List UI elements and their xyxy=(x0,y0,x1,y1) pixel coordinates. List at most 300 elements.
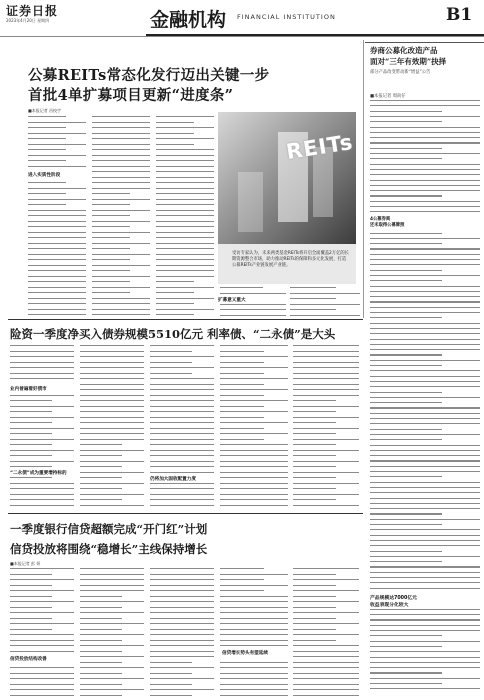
text-line xyxy=(220,309,286,310)
text-line xyxy=(80,477,122,478)
text-line xyxy=(370,381,480,382)
text-line xyxy=(156,155,214,156)
text-line xyxy=(92,314,150,315)
text-line xyxy=(92,160,150,161)
text-line xyxy=(150,656,214,657)
text-line xyxy=(220,400,288,401)
text-line xyxy=(10,590,74,591)
text-line xyxy=(370,402,442,403)
text-line xyxy=(220,590,264,591)
text-line xyxy=(370,529,480,530)
text-line xyxy=(150,461,214,462)
text-line xyxy=(10,494,74,495)
text-line xyxy=(370,132,480,133)
text-line xyxy=(92,171,150,172)
text-line xyxy=(220,395,264,396)
text-line xyxy=(370,254,480,255)
text-line xyxy=(156,248,214,249)
text-line xyxy=(370,450,480,451)
text-line xyxy=(220,472,288,473)
text-line xyxy=(92,221,150,222)
text-line xyxy=(370,148,442,149)
section-title: 金融机构 xyxy=(150,9,227,31)
text-line xyxy=(10,645,74,646)
text-line xyxy=(150,684,192,685)
text-line xyxy=(370,508,480,509)
text-line xyxy=(370,158,442,159)
text-line xyxy=(290,315,360,316)
text-line xyxy=(28,281,86,282)
text-line xyxy=(10,411,52,412)
section-title-en: FINANCIAL INSTITUTION xyxy=(237,13,336,21)
text-line xyxy=(92,127,150,128)
text-line xyxy=(290,304,360,305)
text-line xyxy=(80,684,122,685)
text-line xyxy=(150,367,214,368)
text-line xyxy=(10,640,74,641)
text-line xyxy=(150,662,192,663)
text-line xyxy=(370,577,480,578)
text-line xyxy=(156,265,214,266)
text-line xyxy=(10,607,52,608)
text-line xyxy=(92,265,150,266)
text-line xyxy=(10,629,52,630)
text-line xyxy=(370,524,442,525)
text-line xyxy=(220,406,264,407)
text-line xyxy=(80,400,144,401)
text-line xyxy=(370,635,442,636)
text-line xyxy=(370,174,480,175)
text-line xyxy=(150,488,214,489)
text-line xyxy=(370,588,480,589)
text-line xyxy=(28,243,86,244)
main-subhead-2: 扩募意义重大 xyxy=(218,298,246,303)
text-line xyxy=(370,328,480,329)
text-line xyxy=(293,351,359,352)
text-line xyxy=(220,417,264,418)
text-line xyxy=(293,640,336,641)
sidebar-headline-1: 券商公募化改造产品 xyxy=(370,46,438,55)
text-line xyxy=(370,519,480,520)
text-line xyxy=(293,499,336,500)
text-line xyxy=(370,614,480,615)
text-line xyxy=(293,601,359,602)
main-byline: ■本报记者 昌校宇 xyxy=(28,108,62,113)
text-line xyxy=(370,646,442,647)
text-line xyxy=(28,298,86,299)
text-line xyxy=(10,596,52,597)
text-line xyxy=(10,623,74,624)
text-line xyxy=(370,551,442,552)
text-line xyxy=(92,281,130,282)
text-line xyxy=(156,287,214,288)
text-line xyxy=(370,169,480,170)
text-line xyxy=(293,477,336,478)
text-line xyxy=(92,149,150,150)
text-line xyxy=(80,574,144,575)
text-line xyxy=(220,623,288,624)
text-line xyxy=(80,422,144,423)
text-line xyxy=(92,243,150,244)
text-line xyxy=(10,651,74,652)
text-line xyxy=(290,298,336,299)
text-line xyxy=(220,477,288,478)
sidebar-subtitle: 部分产品改变带动新“增益”公告 xyxy=(370,70,431,75)
text-line xyxy=(28,276,86,277)
text-line xyxy=(92,155,150,156)
text-line xyxy=(28,237,86,238)
text-line xyxy=(220,384,264,385)
text-line xyxy=(92,270,130,271)
text-line xyxy=(10,695,74,696)
text-line xyxy=(150,601,214,602)
text-line xyxy=(370,370,480,371)
text-line xyxy=(156,298,214,299)
text-line xyxy=(370,190,480,191)
text-line xyxy=(293,623,359,624)
text-line xyxy=(156,127,214,128)
text-line xyxy=(28,309,86,310)
text-line xyxy=(92,237,130,238)
text-line xyxy=(293,629,336,630)
text-line xyxy=(28,248,86,249)
text-line xyxy=(293,367,359,368)
text-line xyxy=(28,254,86,255)
text-line xyxy=(370,238,480,239)
text-line xyxy=(220,287,263,288)
text-line xyxy=(370,429,442,430)
text-line xyxy=(220,362,264,363)
text-line xyxy=(10,499,74,500)
text-line xyxy=(150,345,214,346)
text-line xyxy=(220,450,288,451)
text-line xyxy=(370,513,442,514)
text-line xyxy=(10,461,74,462)
text-line xyxy=(10,422,52,423)
reits-image-text: REITs xyxy=(284,129,355,165)
text-line xyxy=(293,455,336,456)
text-line xyxy=(293,673,359,674)
text-line xyxy=(10,585,52,586)
text-line xyxy=(28,182,66,183)
text-line xyxy=(150,640,214,641)
text-line xyxy=(150,428,214,429)
text-line xyxy=(370,344,480,345)
text-line xyxy=(10,406,74,407)
text-line xyxy=(80,444,122,445)
text-line xyxy=(370,672,442,673)
text-line xyxy=(80,488,122,489)
text-line xyxy=(80,417,144,418)
text-line xyxy=(80,645,144,646)
text-line xyxy=(156,138,214,139)
story-2-headline: 险资一季度净买入债券规模5510亿元 利率债、“二永债”是大头 xyxy=(10,327,336,341)
text-line xyxy=(220,356,288,357)
text-line xyxy=(370,392,442,393)
text-line xyxy=(370,662,480,663)
text-line xyxy=(92,309,150,310)
text-line xyxy=(150,450,214,451)
text-line xyxy=(80,662,122,663)
text-line xyxy=(370,264,480,265)
text-line xyxy=(80,395,144,396)
text-line xyxy=(150,494,214,495)
text-line xyxy=(28,270,86,271)
text-line xyxy=(370,619,480,620)
text-line xyxy=(150,612,214,613)
text-line xyxy=(150,483,214,484)
text-line xyxy=(370,476,442,477)
text-line xyxy=(10,678,74,679)
sidebar-byline: ■本报记者 周尚仔 xyxy=(370,94,406,99)
text-line xyxy=(10,483,74,484)
text-line xyxy=(28,138,66,139)
text-line xyxy=(370,270,442,271)
text-line xyxy=(156,276,214,277)
text-line xyxy=(370,142,480,143)
text-line xyxy=(370,445,480,446)
text-line xyxy=(220,422,288,423)
text-line xyxy=(220,662,288,663)
text-line xyxy=(156,303,194,304)
text-line xyxy=(80,367,144,368)
text-line xyxy=(10,444,52,445)
text-line xyxy=(156,314,194,315)
text-line xyxy=(220,629,288,630)
text-line xyxy=(293,651,359,652)
text-line xyxy=(220,585,288,586)
text-line xyxy=(80,618,122,619)
text-line xyxy=(370,360,480,361)
text-line xyxy=(220,428,264,429)
story-3-byline: ■本报记者 彭 妍 xyxy=(10,561,41,566)
text-line xyxy=(220,645,288,646)
text-line xyxy=(293,667,359,668)
text-line xyxy=(370,688,480,689)
text-line xyxy=(220,568,264,569)
text-line xyxy=(293,585,336,586)
text-line xyxy=(370,561,442,562)
text-line xyxy=(80,384,144,385)
text-line xyxy=(220,483,288,484)
text-line xyxy=(220,466,288,467)
text-line xyxy=(220,367,288,368)
text-line xyxy=(150,433,214,434)
text-line xyxy=(220,634,288,635)
text-line xyxy=(150,411,214,412)
text-line xyxy=(156,166,214,167)
text-line xyxy=(156,204,214,205)
text-line xyxy=(92,166,150,167)
text-line xyxy=(156,221,214,222)
text-line xyxy=(80,356,144,357)
text-line xyxy=(28,232,86,233)
text-line xyxy=(156,116,214,117)
text-line xyxy=(156,237,214,238)
text-line xyxy=(293,574,336,575)
text-line xyxy=(92,188,150,189)
text-line xyxy=(10,477,52,478)
text-line xyxy=(92,133,150,134)
text-line xyxy=(10,574,52,575)
sidebar-headline-4: 收益表现分化较大 xyxy=(370,603,409,608)
text-line xyxy=(150,455,214,456)
header-thin-rule xyxy=(0,36,484,37)
text-line xyxy=(220,488,288,489)
text-line xyxy=(370,233,442,234)
text-line xyxy=(293,684,359,685)
text-line xyxy=(28,303,86,304)
text-line xyxy=(10,428,74,429)
text-line xyxy=(10,601,74,602)
text-line xyxy=(220,455,288,456)
text-line xyxy=(156,188,214,189)
text-line xyxy=(28,210,86,211)
text-line xyxy=(293,678,359,679)
text-line xyxy=(370,492,480,493)
text-line xyxy=(220,461,288,462)
text-line xyxy=(28,287,86,288)
sidebar-headline-3: 产品规模达7000亿元 xyxy=(370,596,417,601)
text-line xyxy=(293,378,359,379)
main-headline-line-2: 首批4单扩募项目更新“进度条” xyxy=(28,87,234,104)
text-line xyxy=(80,351,144,352)
text-line xyxy=(370,651,480,652)
text-line xyxy=(370,153,480,154)
text-line xyxy=(10,684,74,685)
text-line xyxy=(150,499,214,500)
text-line xyxy=(370,625,480,626)
sidebar-top-rule xyxy=(365,42,484,43)
newspaper-logo: 证券日报 xyxy=(6,4,59,18)
text-line xyxy=(28,149,66,150)
text-line xyxy=(28,122,86,123)
text-line xyxy=(370,678,480,679)
text-line xyxy=(10,450,74,451)
text-line xyxy=(10,439,74,440)
text-line xyxy=(80,695,122,696)
text-line xyxy=(370,201,480,202)
text-line xyxy=(150,351,192,352)
text-line xyxy=(10,351,74,352)
text-line xyxy=(80,612,144,613)
text-line xyxy=(220,618,288,619)
text-line xyxy=(370,137,480,138)
text-line xyxy=(150,406,214,407)
text-line xyxy=(220,373,264,374)
text-line xyxy=(10,612,74,613)
text-line xyxy=(293,444,336,445)
text-line xyxy=(293,695,359,696)
text-line xyxy=(80,505,144,506)
story-3-top-rule xyxy=(8,513,363,514)
text-line xyxy=(150,596,214,597)
text-line xyxy=(293,568,359,569)
text-line xyxy=(156,133,194,134)
text-line xyxy=(92,122,150,123)
story-2-subhead-3: 仍将加大固收配置力度 xyxy=(150,477,196,482)
text-line xyxy=(370,339,480,340)
text-line xyxy=(28,155,86,156)
text-line xyxy=(80,568,144,569)
text-line xyxy=(80,428,144,429)
text-line xyxy=(220,667,288,668)
text-line xyxy=(10,579,74,580)
text-line xyxy=(370,434,480,435)
text-line xyxy=(92,182,150,183)
text-line xyxy=(156,182,214,183)
text-line xyxy=(370,418,480,419)
text-line xyxy=(370,667,480,668)
text-line xyxy=(293,422,336,423)
text-line xyxy=(10,634,74,635)
text-line xyxy=(293,505,359,506)
text-line xyxy=(156,270,214,271)
text-line xyxy=(80,667,144,668)
text-line xyxy=(293,579,359,580)
text-line xyxy=(370,535,480,536)
text-line xyxy=(220,411,288,412)
text-line xyxy=(293,618,336,619)
text-line xyxy=(80,673,122,674)
text-line xyxy=(92,210,150,211)
text-line xyxy=(370,291,480,292)
text-line xyxy=(28,226,86,227)
main-subhead-1: 进入实质性阶段 xyxy=(28,173,61,178)
text-line xyxy=(370,455,480,456)
text-line xyxy=(150,356,214,357)
story-2-subhead-2: “二永债”成为重要增持标的 xyxy=(10,471,67,476)
text-line xyxy=(370,180,480,181)
text-line xyxy=(150,618,214,619)
text-line xyxy=(150,689,214,690)
text-line xyxy=(293,356,359,357)
text-line xyxy=(370,317,442,318)
text-line xyxy=(293,400,336,401)
story-2-subhead-1: 业内普遍看好债市 xyxy=(10,387,47,392)
text-line xyxy=(370,275,480,276)
text-line xyxy=(92,259,130,260)
text-line xyxy=(370,280,442,281)
text-line xyxy=(80,362,144,363)
text-line xyxy=(370,407,480,408)
text-line xyxy=(156,292,194,293)
text-line xyxy=(293,373,359,374)
text-line xyxy=(290,309,336,310)
text-line xyxy=(370,556,480,557)
text-line xyxy=(150,362,192,363)
text-line xyxy=(220,304,286,305)
text-line xyxy=(370,206,480,207)
text-line xyxy=(28,221,86,222)
text-line xyxy=(150,472,214,473)
text-line xyxy=(28,133,86,134)
text-line xyxy=(80,640,122,641)
text-line xyxy=(220,494,288,495)
text-line xyxy=(150,651,214,652)
text-line xyxy=(370,333,480,334)
text-line xyxy=(220,596,288,597)
text-line xyxy=(370,243,442,244)
text-line xyxy=(370,498,480,499)
text-line xyxy=(80,411,144,412)
text-line xyxy=(10,373,74,374)
text-line xyxy=(156,171,214,172)
text-line xyxy=(293,450,359,451)
text-line xyxy=(293,461,359,462)
text-line xyxy=(293,433,336,434)
text-line xyxy=(80,455,122,456)
